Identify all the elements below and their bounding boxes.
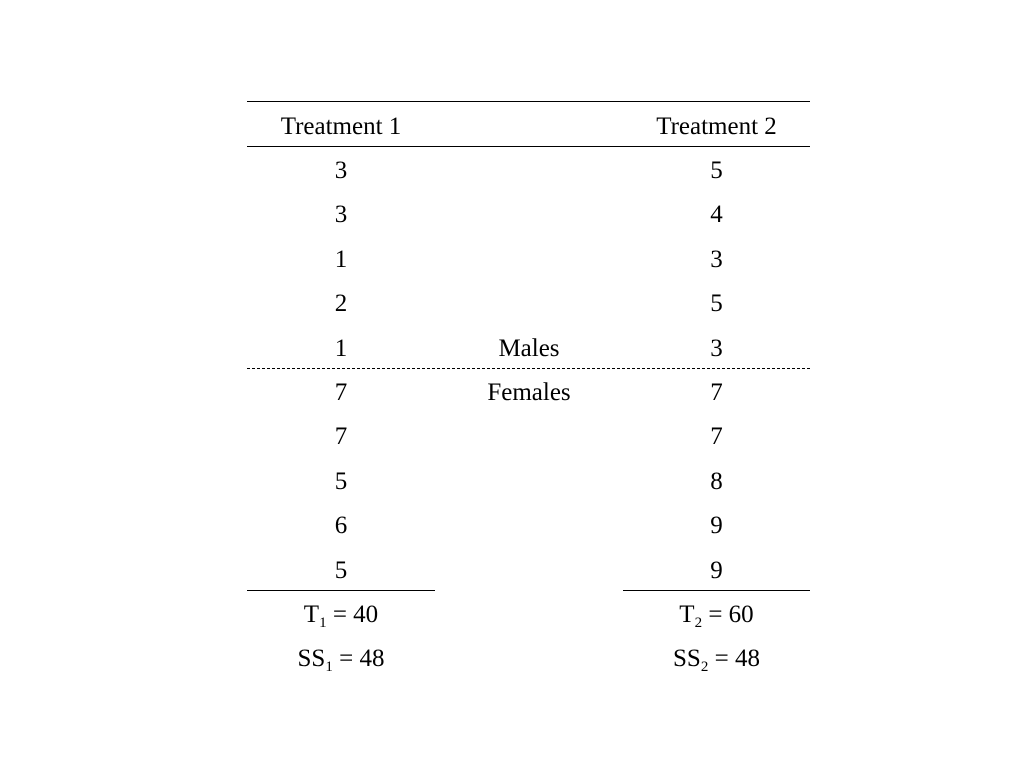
t1-value: 6 [334, 512, 348, 539]
t2-value: 7 [710, 423, 723, 450]
t1-value: 3 [334, 201, 348, 228]
t1-value: 7 [334, 423, 348, 450]
group-label-females: Females [487, 379, 571, 406]
t2-total-rule [623, 590, 810, 591]
t2-value: 7 [710, 379, 723, 406]
t1-total: $T_1 = 40$ [303, 601, 379, 631]
header-treatment-2: Treatment 2 [656, 113, 777, 140]
t1-value: 7 [334, 379, 348, 406]
t2-value: 4 [710, 201, 723, 228]
t1-value: 2 [334, 290, 348, 317]
header-treatment-1: Treatment 1 [280, 113, 402, 140]
t1-value: 3 [334, 157, 348, 184]
t2-value: 9 [710, 512, 723, 539]
data-table [247, 101, 810, 691]
t1-value: 1 [334, 246, 348, 273]
t2-value: 9 [710, 557, 723, 584]
group-label-males: Males [498, 335, 560, 362]
t2-value: 3 [710, 335, 723, 362]
t2-value: 5 [710, 290, 723, 317]
t2-total: $T_2 = 60$ [679, 601, 754, 631]
t1-value: 1 [334, 335, 348, 362]
t2-value: 8 [710, 468, 723, 495]
t2-sum-of-squares: $SS_2 = 48$ [673, 645, 760, 675]
t1-value: 5 [334, 557, 348, 584]
t2-value: 3 [710, 246, 723, 273]
top-rule [247, 101, 810, 102]
t1-total-rule [247, 590, 435, 591]
group-divider [247, 368, 810, 369]
t1-value: 5 [334, 468, 348, 495]
t2-value: 5 [710, 157, 723, 184]
t1-sum-of-squares: $SS_1 = 48$ [297, 645, 385, 675]
header-rule [247, 146, 810, 147]
